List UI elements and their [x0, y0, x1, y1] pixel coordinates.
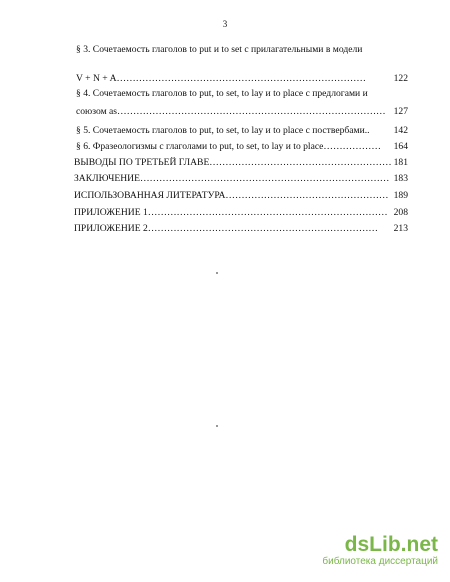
watermark [308, 534, 438, 568]
scan-speck [216, 272, 218, 274]
toc-entry-text: § 3. Сочетаемость глаголов to put и to set с прилагательными в модели [76, 44, 363, 55]
toc-entry-text: ЗАКЛЮЧЕНИЕ…………………………………………………………………… [74, 173, 390, 184]
toc-entry-text: ПРИЛОЖЕНИЕ 2……………………………………………………………… [74, 223, 379, 234]
page-number: 3 [222, 19, 228, 29]
scan-speck [216, 425, 218, 427]
toc-entry-page: 189 [393, 190, 408, 201]
toc-entry-page: 183 [393, 173, 408, 184]
toc-entry-text: § 6. Фразеологизмы с глаголами to put, to set, to lay и to place……………… [76, 141, 381, 152]
toc-entry-text: союзом as………………………………………………………………………… [76, 106, 386, 117]
toc-entry-page: 127 [393, 106, 408, 117]
toc-entry-page: 208 [393, 207, 408, 218]
toc-entry-text: ПРИЛОЖЕНИЕ 1………………………………………………………………… [74, 207, 388, 218]
watermark-logo: dsLib.net [344, 533, 438, 556]
watermark-subtitle: библиотека диссертаций [322, 556, 438, 567]
toc-entry-page: 164 [393, 141, 408, 152]
toc-entry-page: 142 [393, 125, 408, 136]
toc-entry-text: V + N + A…………………………………………………………………… [76, 73, 366, 84]
toc-entry-text: ВЫВОДЫ ПО ТРЕТЬЕЙ ГЛАВЕ………………………………………………… [74, 157, 392, 168]
toc-entry-text: ИСПОЛЬЗОВАННАЯ ЛИТЕРАТУРА…………………………………………… [74, 190, 389, 201]
toc-entry-page: 213 [393, 223, 408, 234]
toc-entry-text: § 5. Сочетаемость глаголов to put, to set, to lay и to place с поствербами.. [76, 125, 370, 136]
toc-entry-page: 181 [393, 157, 408, 168]
toc-entry-text: § 4. Сочетаемость глаголов to put, to set, to lay и to place с предлогами и [76, 88, 368, 99]
toc-entry-page: 122 [393, 73, 408, 84]
